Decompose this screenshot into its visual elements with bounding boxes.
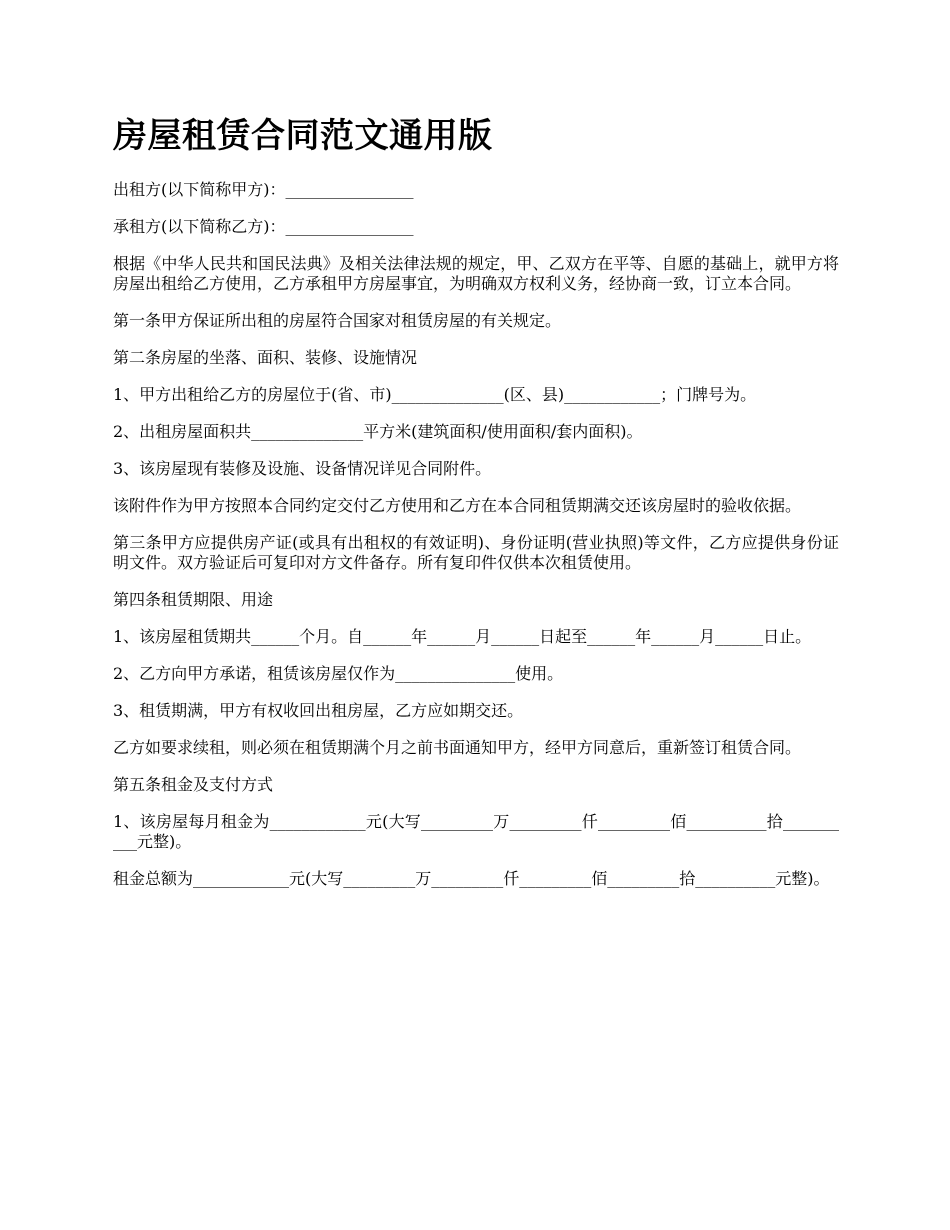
article-1: 第一条甲方保证所出租的房屋符合国家对租赁房屋的有关规定。 [113, 311, 562, 330]
article-2-item-1: 1、甲方出租给乙方的房屋位于(省、市)______________(区、县)____________；门牌号为。 [113, 385, 757, 404]
article-4-item-2: 2、乙方向甲方承诺，租赁该房屋仅作为_______________使用。 [113, 664, 564, 683]
clause-lessee: 承租方(以下简称乙方)：________________ [113, 217, 414, 236]
article-5-total-rent: 租金总额为____________元(大写_________万_________仟_________佰_________拾__________元整)。 [113, 869, 830, 888]
document-title: 房屋租赁合同范文通用版 [113, 116, 493, 156]
clause-lessor: 出租方(以下简称甲方)：________________ [113, 180, 414, 199]
article-4-item-3: 3、租赁期满，甲方有权收回出租房屋，乙方应如期交还。 [113, 701, 524, 720]
article-5-item-1: 1、该房屋每月租金为____________元(大写_________万_________仟_________佰__________拾__________元整)。 [113, 812, 839, 851]
article-2-heading: 第二条房屋的坐落、面积、装修、设施情况 [113, 348, 418, 367]
article-4-item-1: 1、该房屋租赁期共______个月。自______年______月______日起至______年______月______日止。 [113, 627, 812, 646]
article-5-heading: 第五条租金及支付方式 [113, 775, 274, 794]
article-2-attachment-note: 该附件作为甲方按照本合同约定交付乙方使用和乙方在本合同租赁期满交还该房屋时的验收依据。 [113, 496, 802, 515]
article-2-item-3: 3、该房屋现有装修及设施、设备情况详见合同附件。 [113, 459, 492, 478]
article-3: 第三条甲方应提供房产证(或具有出租权的有效证明)、身份证明(营业执照)等文件，乙方应提供身份证明文件。双方验证后可复印对方文件备存。所有复印件仅供本次租赁使用。 [113, 533, 839, 572]
document-page [113, 112, 839, 906]
article-4-heading: 第四条租赁期限、用途 [113, 590, 274, 609]
article-4-renewal-note: 乙方如要求续租，则必须在租赁期满个月之前书面通知甲方，经甲方同意后，重新签订租赁合同。 [113, 738, 802, 757]
clause-preamble: 根据《中华人民共和国民法典》及相关法律法规的规定，甲、乙双方在平等、自愿的基础上，就甲方将房屋出租给乙方使用，乙方承租甲方房屋事宜，为明确双方权利义务，经协商一致，订立本合同。 [113, 254, 839, 293]
article-2-item-2: 2、出租房屋面积共______________平方米(建筑面积/使用面积/套内面积)。 [113, 422, 643, 441]
